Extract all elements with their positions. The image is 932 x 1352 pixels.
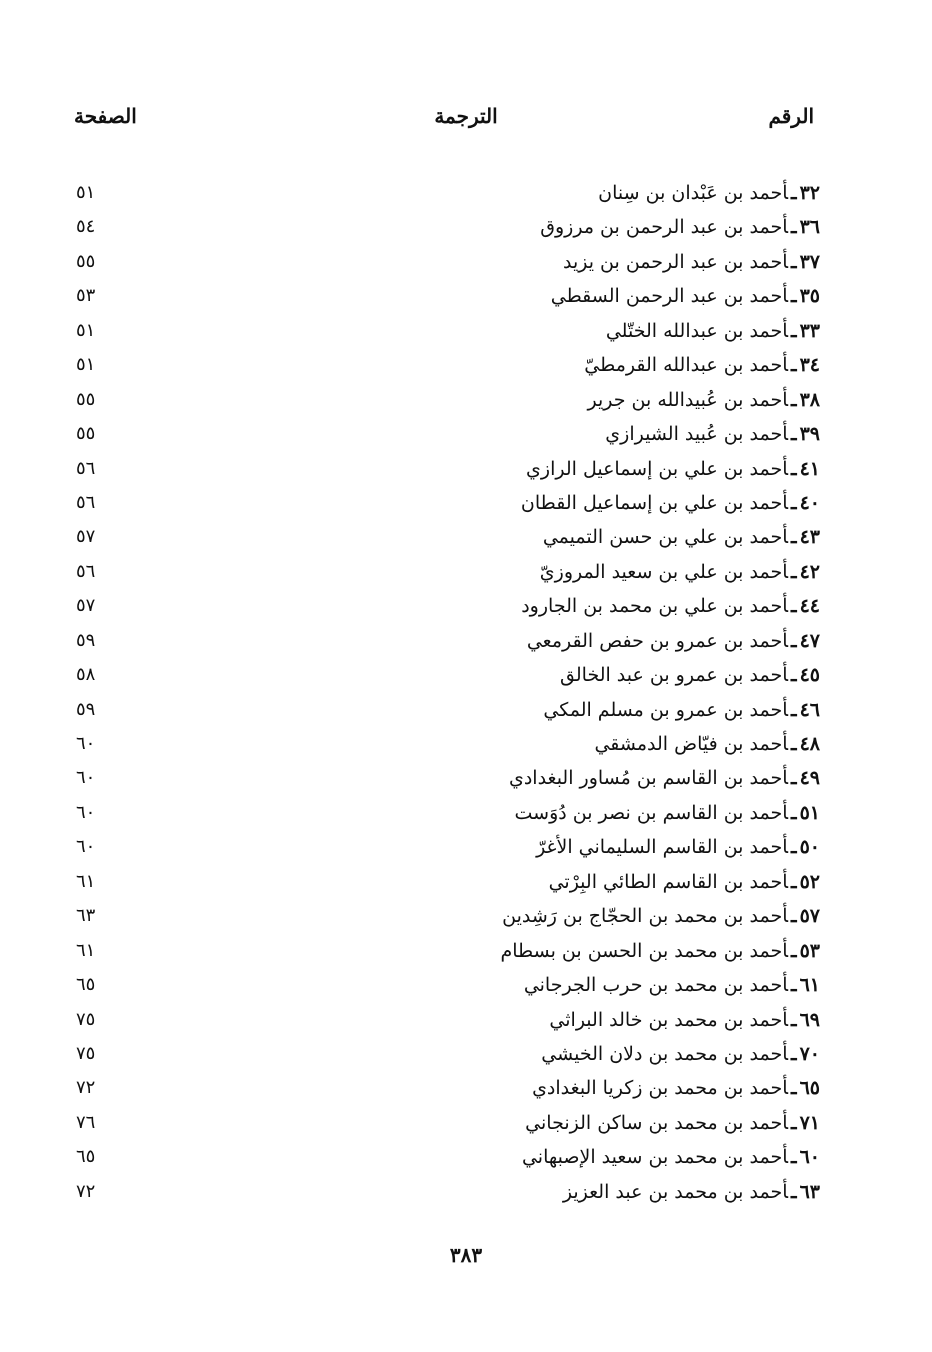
entry-name: أحمد بن القاسم بن نصر بن دُوَست (514, 801, 788, 824)
entry-text (502, 899, 820, 933)
entry-separator: ـ (791, 457, 797, 480)
entry-number: ٤٠ (799, 491, 820, 514)
entry-page: ٦١ (76, 870, 96, 892)
entry-text (524, 968, 820, 1002)
entry-number: ٤٦ (799, 698, 820, 721)
entry-name: أحمد بن علي بن محمد بن الجارود (521, 595, 788, 618)
entry-text (606, 314, 820, 348)
entry-page: ٥٩ (76, 629, 96, 651)
list-item (70, 176, 820, 210)
list-item (70, 589, 820, 623)
entry-name: أحمد بن القاسم الطائي البِرْتي (548, 870, 788, 893)
list-item (70, 1003, 820, 1037)
list-item (70, 555, 820, 589)
entry-separator: ـ (791, 1146, 797, 1169)
entry-number: ٣٧ (799, 250, 820, 273)
list-item (70, 796, 820, 830)
entry-text (541, 1037, 820, 1071)
entry-page: ٧٦ (76, 1111, 96, 1133)
entry-number: ٦٠ (799, 1146, 820, 1169)
entry-page: ٥٤ (76, 216, 96, 238)
entry-name: أحمد بن محمد بن سعيد الإصبهاني (521, 1146, 788, 1169)
entry-text (527, 624, 820, 658)
entry-page: ٥١ (76, 319, 96, 341)
list-item (70, 1106, 820, 1140)
entry-text (584, 348, 820, 382)
entry-separator: ـ (791, 216, 797, 239)
entry-number: ٤١ (799, 457, 820, 480)
entry-separator: ـ (791, 250, 797, 273)
entry-name: أحمد بن عَبْدان بن سِنان (598, 182, 788, 204)
entry-text (521, 486, 820, 520)
entry-number: ٤٢ (799, 560, 820, 583)
list-item (70, 210, 820, 244)
entry-number: ٦٥ (799, 1077, 820, 1100)
entry-name: أحمد بن علي بن سعيد المروزيّ (539, 560, 788, 583)
entry-number: ٣٩ (799, 423, 820, 446)
list-item (70, 658, 820, 692)
entry-separator: ـ (791, 870, 797, 893)
entry-number: ٦١ (799, 974, 820, 997)
list-item (70, 245, 820, 279)
entry-number: ٥٣ (799, 939, 820, 962)
list-item (70, 899, 820, 933)
entry-page: ٦٥ (76, 974, 96, 996)
entry-text (522, 1140, 820, 1174)
entry-page: ٥٧ (76, 595, 96, 617)
entry-text (521, 589, 820, 623)
entry-page: ٥٣ (76, 285, 96, 307)
entry-text (526, 452, 820, 486)
entry-number: ٦٣ (799, 1180, 820, 1203)
entry-name: أحمد بن محمد بن حرب الجرجاني (523, 974, 788, 997)
list-item (70, 279, 820, 313)
list-item (70, 624, 820, 658)
entry-number: ٥١ (799, 801, 820, 824)
entry-name: أحمد بن محمد بن عبد العزيز (562, 1180, 788, 1203)
entry-separator: ـ (791, 836, 797, 859)
entry-separator: ـ (791, 526, 797, 549)
entry-page: ٦٠ (76, 836, 96, 858)
column-header-title: الترجمة (434, 104, 498, 128)
entry-number: ٣٤ (799, 354, 820, 377)
entry-name: أحمد بن علي بن حسن التميمي (542, 526, 788, 549)
entry-name: أحمد بن محمد بن دلان الخيشي (541, 1042, 788, 1065)
entry-number: ٧١ (799, 1111, 820, 1134)
entry-text (560, 658, 820, 692)
entry-page: ٧٥ (76, 1008, 96, 1030)
entry-separator: ـ (791, 285, 797, 308)
list-item (70, 830, 820, 864)
entry-number: ٤٣ (799, 526, 820, 549)
entry-separator: ـ (791, 595, 797, 618)
entry-name: أحمد بن القاسم السليماني الأغرّ (536, 836, 788, 859)
entry-text (543, 693, 820, 727)
index-list (70, 176, 820, 1209)
entry-text (549, 1003, 820, 1037)
entry-text (551, 279, 820, 313)
list-item (70, 761, 820, 795)
entry-separator: ـ (791, 1042, 797, 1065)
page-number: ٣٨٣ (449, 1243, 483, 1267)
entry-number: ٥٧ (799, 905, 820, 928)
entry-name: أحمد بن علي بن إسماعيل الرازي (526, 457, 788, 480)
entry-page: ٥٦ (76, 457, 96, 479)
entry-text (500, 934, 820, 968)
entry-number: ٥٢ (799, 870, 820, 893)
entry-page: ٥٦ (76, 491, 96, 513)
entry-text (588, 383, 820, 417)
entry-name: أحمد بن علي بن إسماعيل القطان (520, 491, 788, 514)
entry-text (509, 761, 820, 795)
entry-page: ٥٦ (76, 560, 96, 582)
entry-separator: ـ (791, 939, 797, 962)
entry-name: أحمد بن محمد بن الحجّاج بن رَشِدين (502, 905, 788, 928)
entry-text (563, 245, 820, 279)
entry-page: ٦١ (76, 939, 96, 961)
entry-text (532, 1071, 820, 1105)
entry-number: ٧٠ (799, 1042, 820, 1065)
entry-page: ٦٠ (76, 767, 96, 789)
list-item (70, 383, 820, 417)
entry-separator: ـ (791, 698, 797, 721)
entry-page: ٥٩ (76, 698, 96, 720)
entry-separator: ـ (791, 664, 797, 687)
entry-name: أحمد بن محمد بن خالد البراثي (549, 1008, 788, 1031)
entry-text (594, 727, 820, 761)
entry-separator: ـ (791, 354, 797, 377)
entry-name: أحمد بن محمد بن الحسن بن بسطام (500, 939, 788, 962)
list-item (70, 417, 820, 451)
list-item (70, 727, 820, 761)
entry-separator: ـ (791, 801, 797, 824)
entry-page: ٥١ (76, 354, 96, 376)
list-item (70, 314, 820, 348)
entry-separator: ـ (791, 767, 797, 790)
entry-name: أحمد بن عمرو بن عبد الخالق (560, 664, 788, 687)
entry-separator: ـ (791, 1008, 797, 1031)
entry-page: ٥٥ (76, 388, 96, 410)
entry-separator: ـ (791, 629, 797, 652)
entry-separator: ـ (791, 1111, 797, 1134)
entry-name: أحمد بن عُبيد الشيرازي (605, 423, 788, 446)
entry-number: ٤٨ (799, 733, 820, 755)
entry-number: ٤٤ (799, 595, 820, 618)
entry-separator: ـ (791, 974, 797, 997)
list-item (70, 1175, 820, 1209)
entry-name: أحمد بن عمرو بن حفص القرمعي (526, 629, 788, 652)
entry-separator: ـ (791, 182, 797, 204)
entry-text (605, 417, 820, 451)
entry-separator: ـ (791, 560, 797, 583)
entry-separator: ـ (791, 1180, 797, 1203)
entry-page: ٦٠ (76, 801, 96, 823)
entry-number: ٥٠ (799, 836, 820, 859)
entry-name: أحمد بن عبد الرحمن بن مرزوق (540, 216, 788, 239)
entry-separator: ـ (791, 388, 797, 411)
entry-name: أحمد بن عمرو بن مسلم المكي (543, 698, 788, 721)
list-item (70, 968, 820, 1002)
entry-number: ٤٥ (799, 664, 820, 687)
entry-number: ٣٢ (799, 182, 820, 204)
entry-page: ٧٢ (76, 1180, 96, 1202)
entry-page: ٥٥ (76, 250, 96, 272)
column-header-page: الصفحة (74, 104, 137, 128)
entry-separator: ـ (791, 733, 797, 755)
entry-separator: ـ (791, 1077, 797, 1100)
list-item (70, 520, 820, 554)
entry-text (540, 210, 820, 244)
entry-page: ٦٠ (76, 733, 96, 754)
entry-page: ٥٨ (76, 664, 96, 686)
entry-page: ٥٧ (76, 526, 96, 548)
entry-number: ٦٩ (799, 1008, 820, 1031)
column-header-number: الرقم (768, 104, 814, 128)
list-item (70, 348, 820, 382)
entry-number: ٣٦ (799, 216, 820, 239)
entry-text (549, 865, 820, 899)
entry-name: أحمد بن عبد الرحمن السقطي (550, 285, 788, 308)
list-item (70, 934, 820, 968)
entry-name: أحمد بن محمد بن زكريا البغدادي (532, 1077, 788, 1100)
list-item (70, 865, 820, 899)
entry-page: ٥٥ (76, 423, 96, 445)
list-item (70, 693, 820, 727)
entry-number: ٣٣ (799, 319, 820, 342)
list-item (70, 452, 820, 486)
entry-text (540, 555, 820, 589)
entry-page: ٦٣ (76, 905, 96, 927)
entry-name: أحمد بن القاسم بن مُساور البغدادي (508, 767, 788, 790)
entry-page: ٧٥ (76, 1042, 96, 1064)
entry-number: ٤٧ (799, 629, 820, 652)
entry-name: أحمد بن عبدالله الختّلي (605, 319, 788, 342)
entry-name: أحمد بن عبد الرحمن بن يزيد (562, 250, 788, 273)
list-item (70, 1140, 820, 1174)
entry-name: أحمد بن عُبيدالله بن جرير (587, 388, 788, 411)
entry-separator: ـ (791, 491, 797, 514)
entry-text (598, 176, 820, 210)
entry-separator: ـ (791, 423, 797, 446)
entry-text (536, 830, 820, 864)
entry-page: ٦٥ (76, 1146, 96, 1168)
entry-separator: ـ (791, 905, 797, 928)
entry-number: ٣٨ (799, 388, 820, 411)
entry-page: ٥١ (76, 182, 96, 203)
entry-name: أحمد بن فيّاض الدمشقي (594, 733, 788, 755)
entry-text (515, 796, 820, 830)
entry-number: ٤٩ (799, 767, 820, 790)
entry-separator: ـ (791, 319, 797, 342)
entry-name: أحمد بن عبدالله القرمطيّ (584, 354, 788, 377)
entry-text (543, 520, 820, 554)
entry-text (525, 1106, 820, 1140)
entry-text (563, 1175, 820, 1209)
list-item (70, 1071, 820, 1105)
entry-name: أحمد بن محمد بن ساكن الزنجاني (525, 1111, 788, 1134)
entry-page: ٧٢ (76, 1077, 96, 1099)
entry-number: ٣٥ (799, 285, 820, 308)
list-item (70, 486, 820, 520)
list-item (70, 1037, 820, 1071)
